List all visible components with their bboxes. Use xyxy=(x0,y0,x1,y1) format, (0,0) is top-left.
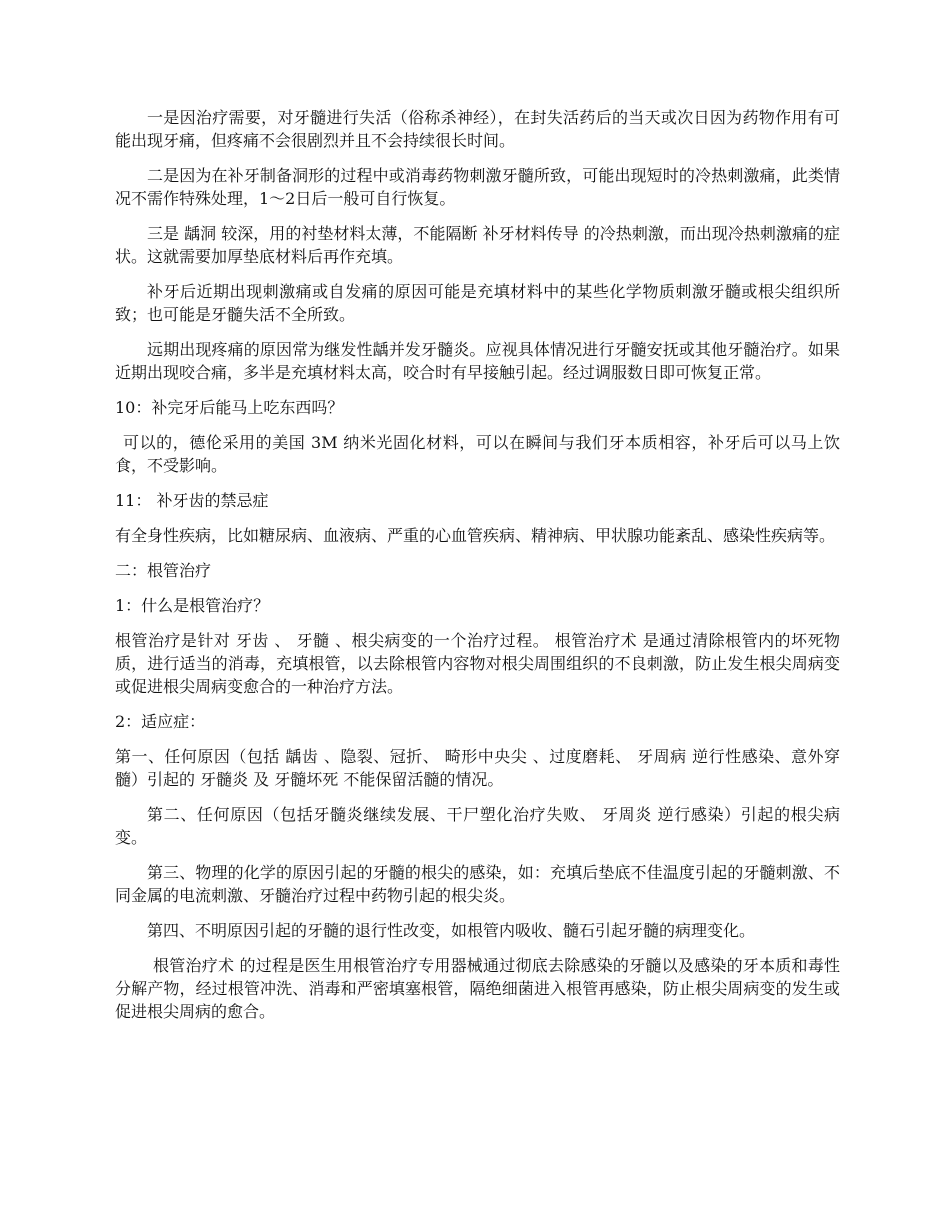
paragraph-pain-cause-2: 二是因为在补牙制备洞形的过程中或消毒药物刺激牙髓所致，可能出现短时的冷热刺激痛，此类情况不需作特殊处理，1～2日后一般可自行恢复。 xyxy=(115,166,840,208)
paragraph-root-canal-definition: 根管治疗是针对 牙齿 、 牙髓 、根尖病变的一个治疗过程。 根管治疗术 是通过清除根管内的坏死物质，进行适当的消毒，充填根管，以去除根管内容物对根尖周围组织的不良刺激，防止发生根尖周病变或促进根尖周病变愈合的一种治疗方法。 xyxy=(115,631,840,696)
paragraph-contraindications: 有全身性疾病，比如糖尿病、血液病、严重的心血管疾病、精神病、甲状腺功能紊乱、感染性疾病等。 xyxy=(115,526,836,545)
paragraph-indication-4: 第四、不明原因引起的牙髓的退行性改变，如根管内吸收、髓石引起牙髓的病理变化。 xyxy=(147,921,756,940)
paragraph-long-term-pain: 远期出现疼痛的原因常为继发性龋并发牙髓炎。应视具体情况进行牙髓安抚或其他牙髓治疗。如果近期出现咬合痛，多半是充填材料太高，咬合时有早接触引起。经过调服数日即可恢复正常。 xyxy=(115,340,840,382)
paragraph-pain-cause-3: 三是 龋洞 较深，用的衬垫材料太薄，不能隔断 补牙材料传导 的冷热刺激，而出现冷热刺激痛的症状。这就需要加厚垫底材料后再作充填。 xyxy=(115,224,840,266)
paragraph-short-term-pain: 补牙后近期出现刺激痛或自发痛的原因可能是充填材料中的某些化学物质刺激牙髓或根尖组织所致；也可能是牙髓失活不全所致。 xyxy=(115,282,840,324)
paragraph-pain-cause-1: 一是因治疗需要，对牙髓进行失活（俗称杀神经），在封失活药后的当天或次日因为药物作用有可能出现牙痛，但疼痛不会很剧烈并且不会持续很长时间。 xyxy=(115,108,840,150)
heading-q10: 10：补完牙后能马上吃东西吗？ xyxy=(115,398,344,417)
heading-indications: 2：适应症： xyxy=(115,712,206,731)
document-page xyxy=(115,106,840,1035)
paragraph-q10-answer: 可以的，德伦采用的美国 3M 纳米光固化材料，可以在瞬间与我们牙本质相容，补牙后可以马上饮食，不受影响。 xyxy=(115,433,840,475)
section-heading-root-canal: 二：根管治疗 xyxy=(115,561,212,580)
heading-what-is-root-canal: 1：什么是根管治疗？ xyxy=(115,596,270,615)
heading-q11: 11： 补牙齿的禁忌症 xyxy=(115,491,269,510)
paragraph-indication-3: 第三、物理的化学的原因引起的牙髓的根尖的感染，如：充填后垫底不佳温度引起的牙髓刺激、不同金属的电流刺激、牙髓治疗过程中药物引起的根尖炎。 xyxy=(115,863,840,905)
paragraph-indication-2: 第二、任何原因（包括牙髓炎继续发展、干尸塑化治疗失败、 牙周炎 逆行感染）引起的根尖病变。 xyxy=(115,805,840,847)
paragraph-indication-1: 第一、任何原因（包括 龋齿 、隐裂、冠折、 畸形中央尖 、过度磨耗、 牙周病 逆行性感染、意外穿髓）引起的 牙髓炎 及 牙髓坏死 不能保留活髓的情况。 xyxy=(115,747,840,789)
paragraph-procedure: 根管治疗术 的过程是医生用根管治疗专用器械通过彻底去除感染的牙髓以及感染的牙本质和毒性分解产物，经过根管冲洗、消毒和严密填塞根管，隔绝细菌进入根管再感染，防止根尖周病变的发生或促进根尖周病的愈合。 xyxy=(115,956,840,1021)
